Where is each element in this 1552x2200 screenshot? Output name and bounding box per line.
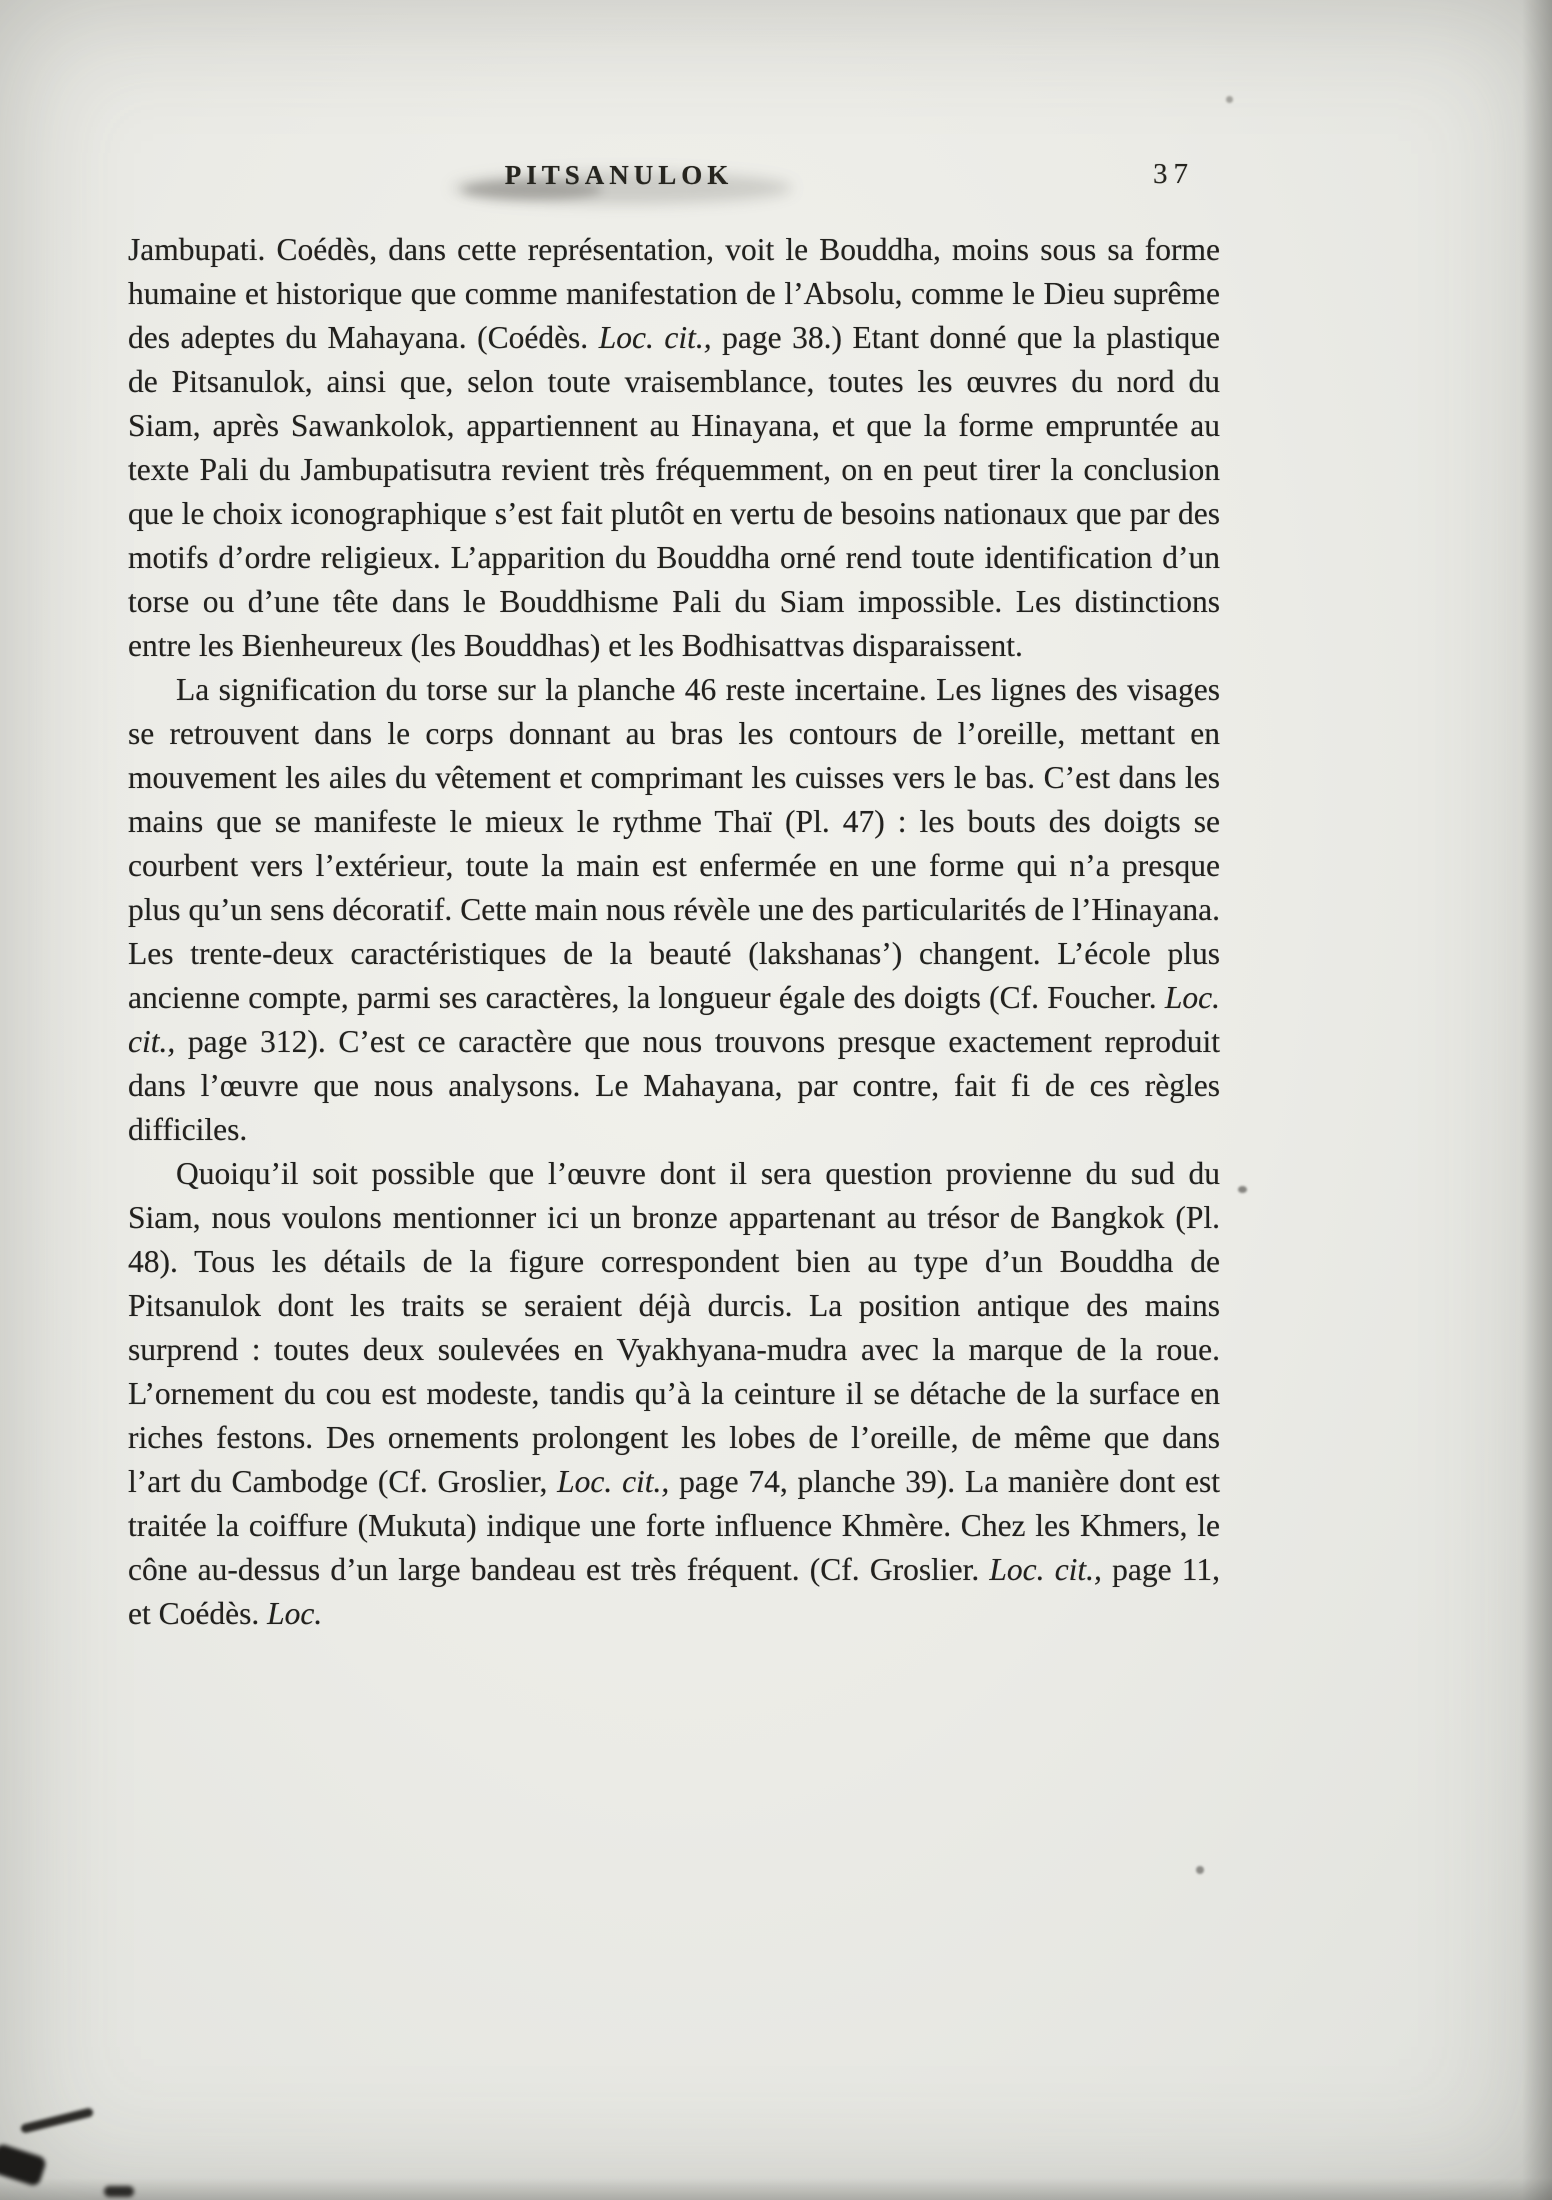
page-number: 37 <box>1153 158 1194 190</box>
scan-artifact-speck <box>1196 1866 1204 1874</box>
paragraph <box>128 1152 1220 1636</box>
running-header <box>128 160 1220 204</box>
text-run: page 38.) Etant donné que la plastique de Pitsanulok, ainsi que, selon toute vraisemblance, toutes les œuvres du nord du Siam, après Sawankolok, appartiennent au Hinayana, et que la forme empruntée au texte Pali du Jambupatisutra revient très fréquemment, on en peut tirer la conclusion que le choix iconographique s’est fait plutôt en vertu de besoins nationaux que par des motifs d’ordre religieux. L’apparition du Bouddha orné rend toute identification d’un torse ou d’une tête dans le Bouddhisme Pali du Siam impossible. Les distinctions entre les Bienheureux (les Bouddhas) et les Bodhisattvas disparaissent. <box>128 320 1220 663</box>
italic-text-run: Loc. cit., <box>128 980 1220 1059</box>
scan-artifact-bottom-shadow <box>0 2178 1552 2200</box>
scan-artifact-corner-mark <box>0 2143 47 2188</box>
running-header-title: PITSANULOK <box>504 160 734 190</box>
italic-text-run: Loc. <box>267 1596 323 1631</box>
text-run: page 74, planche 39). La manière dont est traitée la coiffure (Mukuta) indique une forte influence Khmère. Chez les Khmers, le cône au-dessus d’un large bandeau est très fréquent. (Cf. Groslier. <box>128 1464 1220 1587</box>
italic-text-run: Loc. cit., <box>989 1552 1102 1587</box>
text-run: page 312). C’est ce caractère que nous trouvons presque exactement reproduit dans l’œuvre que nous analysons. Le Mahayana, par contre, fait fi de ces règles difficiles. <box>128 1024 1220 1147</box>
italic-text-run: Loc. cit., <box>557 1464 670 1499</box>
paragraph <box>128 228 1220 668</box>
scan-artifact-corner-mark <box>20 2107 94 2134</box>
scan-artifact-speck <box>1238 1186 1247 1193</box>
text-run: Jambupati. Coédès, dans cette représentation, voit le Bouddha, moins sous sa forme humaine et historique que comme manifestation de l’Absolu, comme le Dieu suprême des adeptes du Mahayana. (Coédès. <box>128 232 1220 355</box>
scan-artifact-corner-mark <box>104 2186 134 2197</box>
scan-artifact-right-shadow <box>1522 0 1552 2200</box>
body-text <box>128 228 1220 1636</box>
text-run: La signification du torse sur la planche 46 reste incertaine. Les lignes des visages se retrouvent dans le corps donnant au bras les contours de l’oreille, mettant en mouvement les ailes du vêtement et comprimant les cuisses vers le bas. C’est dans les mains que se manifeste le mieux le rythme Thaï (Pl. 47) : les bouts des doigts se courbent vers l’extérieur, toute la main est enfermée en une forme qui n’a presque plus qu’un sens décoratif. Cette main nous révèle une des particularités de l’Hinayana. Les trente-deux caractéristiques de la beauté (lakshanas’) changent. L’école plus ancienne compte, parmi ses caractères, la longueur égale des doigts (Cf. Foucher. <box>128 672 1220 1015</box>
text-run: page 11, et Coédès. <box>128 1552 1220 1631</box>
text-run: Quoiqu’il soit possible que l’œuvre dont il sera question provienne du sud du Siam, nous voulons mentionner ici un bronze appartenant au trésor de Bangkok (Pl. 48). Tous les détails de la figure correspondent bien au type d’un Bouddha de Pitsanulok dont les traits se seraient déjà durcis. La position antique des mains surprend : toutes deux soulevées en Vyakhyana-mudra avec la marque de la roue. L’ornement du cou est modeste, tandis qu’à la ceinture il se détache de la surface en riches festons. Des ornements prolongent les lobes de l’oreille, de même que dans l’art du Cambodge (Cf. Groslier, <box>128 1156 1220 1499</box>
scan-artifact-speck <box>1226 96 1233 103</box>
paragraph <box>128 668 1220 1152</box>
italic-text-run: Loc. cit., <box>598 320 712 355</box>
